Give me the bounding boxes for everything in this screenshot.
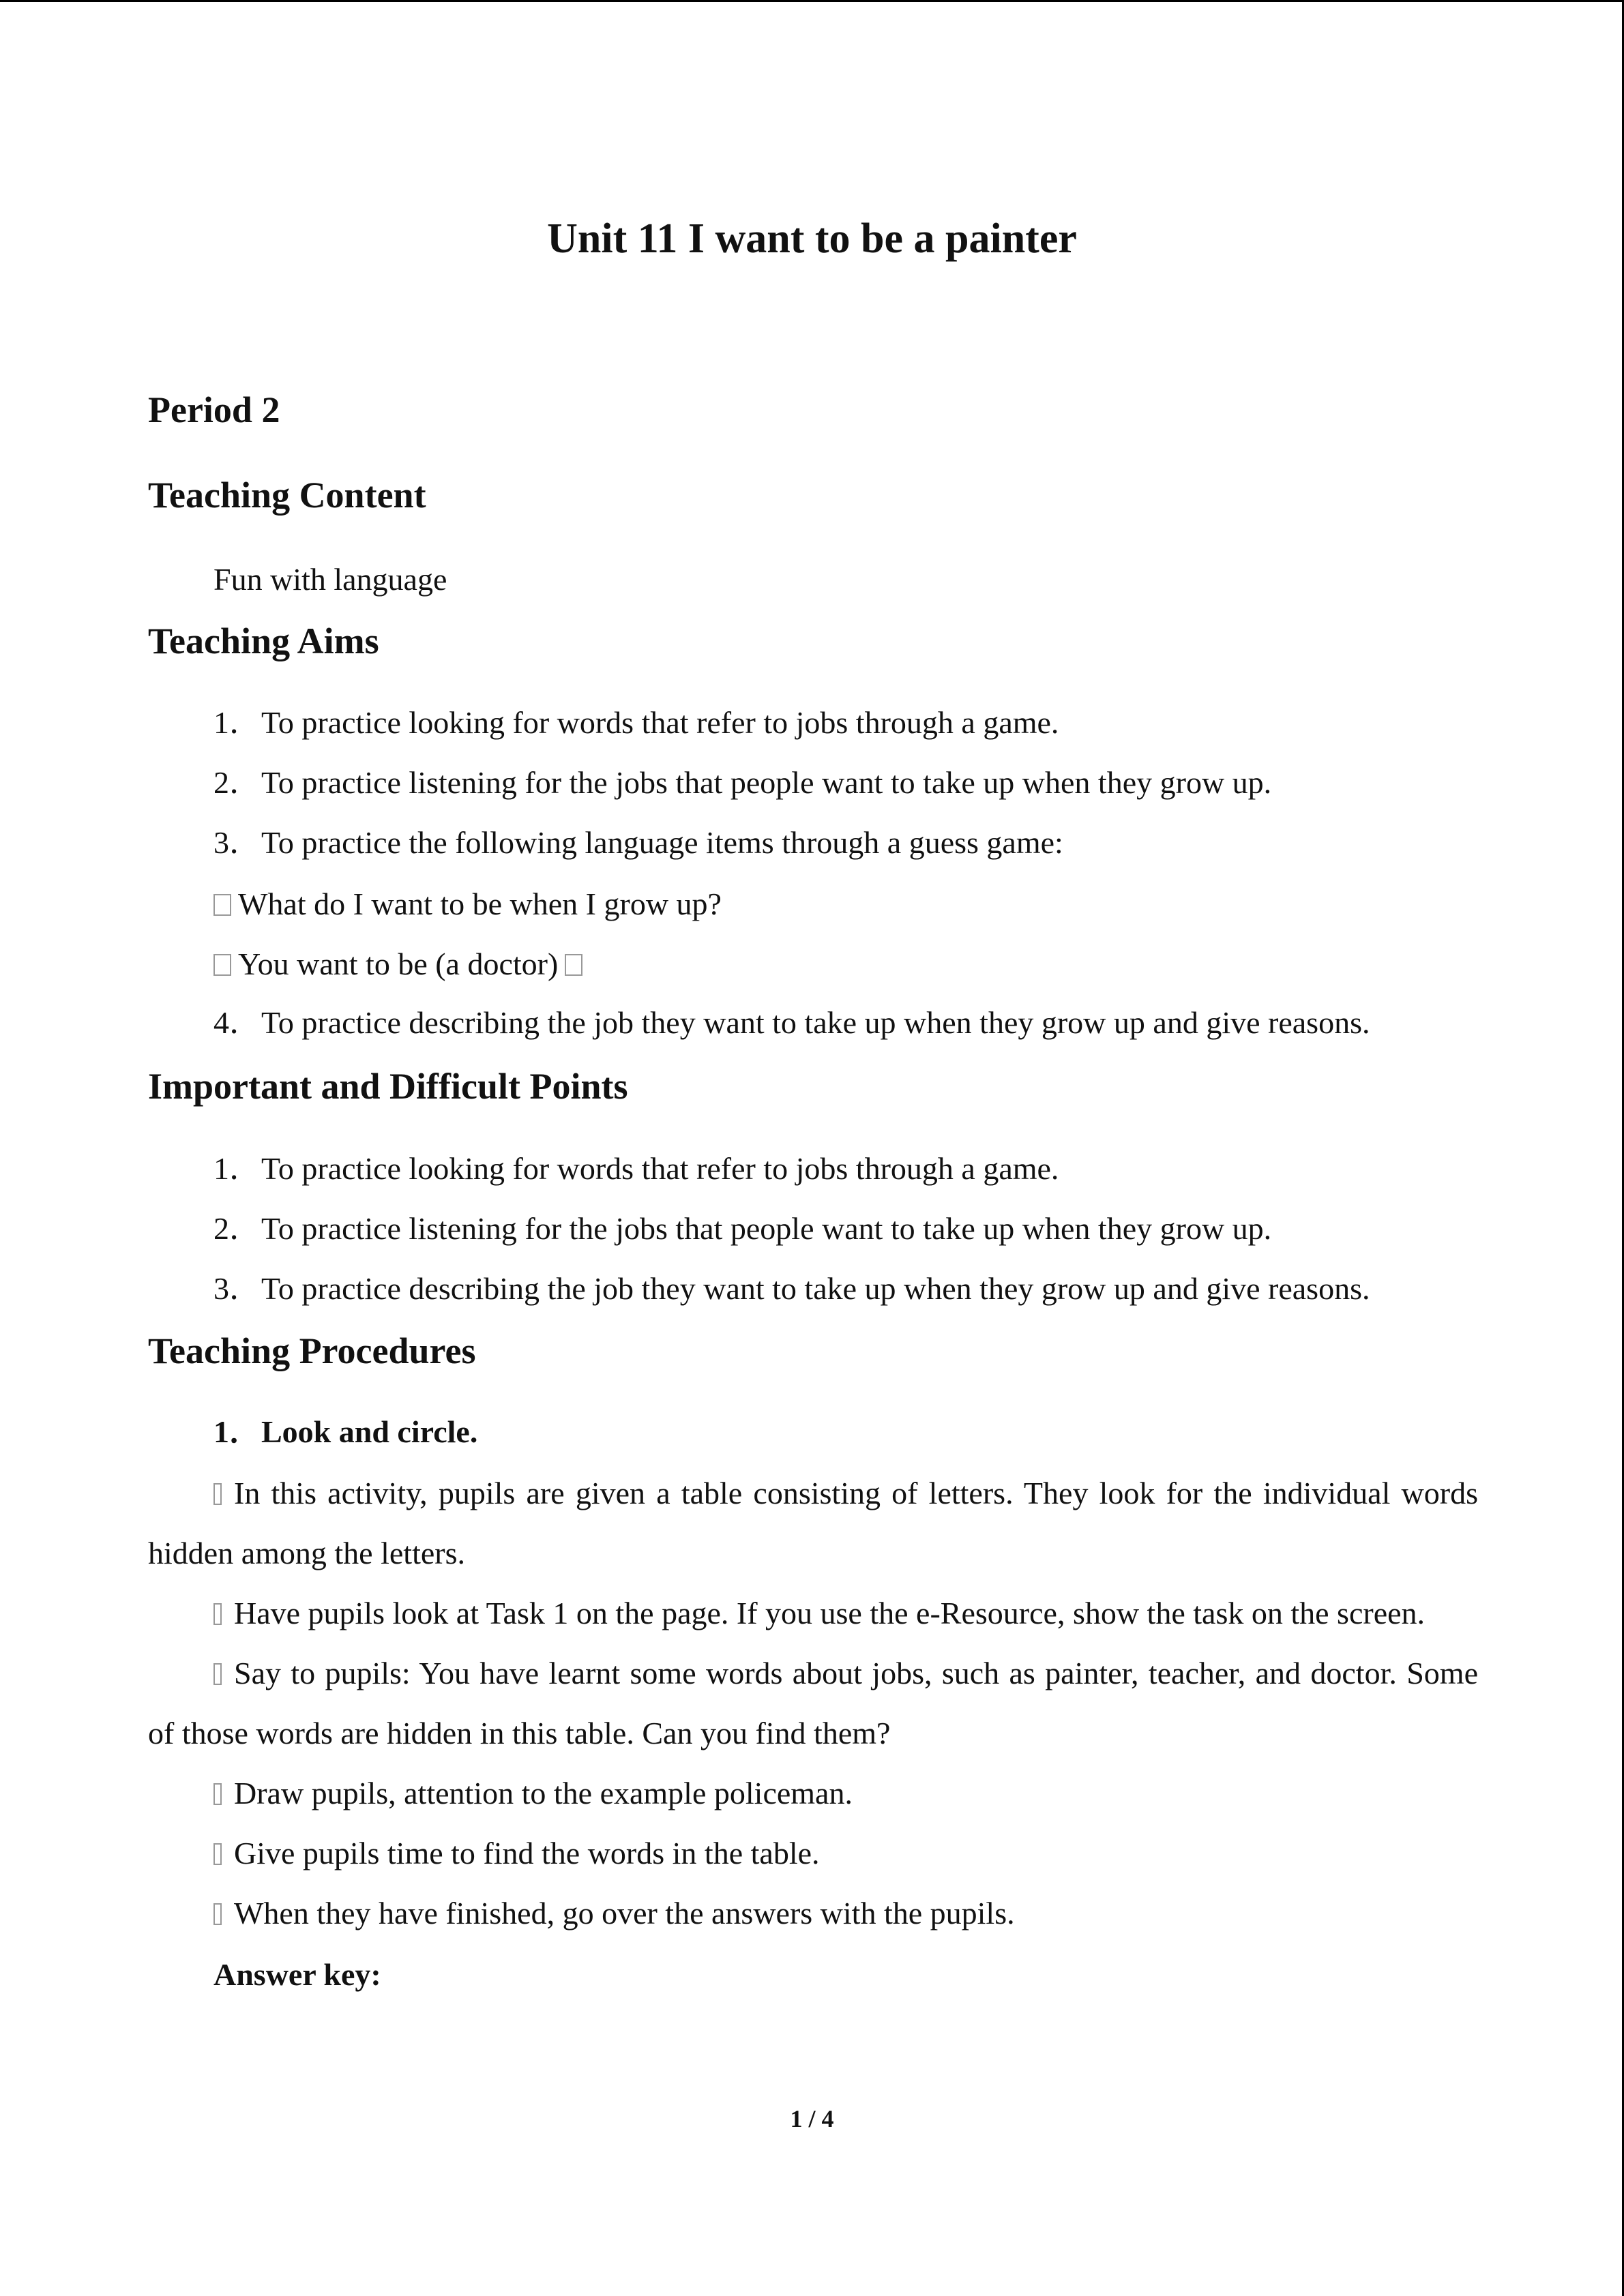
- page-number: 1 / 4: [790, 2105, 834, 2132]
- procedure-step-text: Look and circle.: [261, 1414, 478, 1449]
- aims-item: [213, 1002, 1370, 1043]
- procedure-step-number: 1．: [213, 1414, 261, 1449]
- procedure-bullet: [148, 1823, 1478, 1883]
- missing-glyph-box: [213, 894, 231, 916]
- points-item: [213, 1148, 1059, 1189]
- aims-sub-item-text: What do I want to be when I grow up?: [238, 886, 722, 921]
- aims-item-number: 4．: [213, 1005, 261, 1040]
- aims-item-number: 3．: [213, 825, 261, 860]
- bullet-marker: [213, 1663, 222, 1685]
- points-item: [213, 1208, 1271, 1249]
- procedure-bullet: [148, 1583, 1478, 1643]
- procedure-bullet-text: Give pupils time to find the words in the table.: [234, 1836, 820, 1870]
- procedure-bullet-text: When they have finished, go over the answers with the pupils.: [234, 1896, 1015, 1930]
- aims-sub-item-text: You want to be (a doctor): [238, 946, 559, 981]
- aims-item-number: 2．: [213, 765, 261, 800]
- points-item: [213, 1268, 1370, 1309]
- procedure-bullet-text: In this activity, pupils are given a table consisting of letters. They look for the individual words hidden among the letters.: [148, 1476, 1478, 1570]
- document-title: Unit 11 I want to be a painter: [547, 215, 1077, 262]
- procedure-bullet-text: Have pupils look at Task 1 on the page. If you use the e-Resource, show the task on the screen.: [234, 1596, 1426, 1630]
- aims-sub-item: [213, 944, 582, 985]
- procedure-bullet: [148, 1763, 1478, 1823]
- procedure-bullet: [148, 1463, 1478, 1583]
- aims-item-number: 1．: [213, 705, 261, 740]
- teaching-content-text: Fun with language: [213, 562, 447, 597]
- period-heading: Period 2: [148, 389, 280, 430]
- bullet-marker: [213, 1483, 222, 1505]
- aims-item-text: To practice the following language items through a guess game:: [261, 825, 1063, 860]
- bullet-marker: [213, 1843, 222, 1865]
- missing-glyph-box: [213, 954, 231, 976]
- aims-item: [213, 702, 1059, 743]
- teaching-content-heading: Teaching Content: [148, 475, 426, 516]
- aims-item-text: To practice looking for words that refer to jobs through a game.: [261, 705, 1059, 740]
- points-item-number: 3．: [213, 1271, 261, 1306]
- teaching-aims-heading: Teaching Aims: [148, 621, 379, 661]
- important-points-heading: Important and Difficult Points: [148, 1066, 628, 1107]
- points-item-text: To practice listening for the jobs that people want to take up when they grow up.: [261, 1211, 1272, 1246]
- procedure-bullet-text: Draw pupils, attention to the example policeman.: [234, 1776, 853, 1810]
- bullet-marker: [213, 1783, 222, 1805]
- bullet-marker: [213, 1903, 222, 1925]
- points-item-number: 2．: [213, 1211, 261, 1246]
- answer-key-label: Answer key:: [213, 1957, 381, 1992]
- aims-item-text: To practice describing the job they want to take up when they grow up and give reasons.: [261, 1005, 1370, 1040]
- bullet-marker: [213, 1603, 222, 1625]
- teaching-procedures-heading: Teaching Procedures: [148, 1330, 476, 1371]
- aims-item-text: To practice listening for the jobs that people want to take up when they grow up.: [261, 765, 1272, 800]
- aims-item: [213, 762, 1271, 803]
- aims-sub-item: [213, 884, 722, 925]
- points-item-number: 1．: [213, 1151, 261, 1186]
- points-item-text: To practice describing the job they want to take up when they grow up and give reasons.: [261, 1271, 1370, 1306]
- procedure-bullet: [148, 1883, 1478, 1943]
- missing-glyph-box: [565, 954, 582, 976]
- procedure-bullet: [148, 1643, 1478, 1763]
- procedure-bullet-text: Say to pupils: You have learnt some words about jobs, such as painter, teacher, and doctor. Some of those words are hidden in this table. Can you find them?: [148, 1656, 1478, 1750]
- points-item-text: To practice looking for words that refer to jobs through a game.: [261, 1151, 1059, 1186]
- procedure-step-title: [213, 1412, 477, 1452]
- aims-item: [213, 822, 1063, 863]
